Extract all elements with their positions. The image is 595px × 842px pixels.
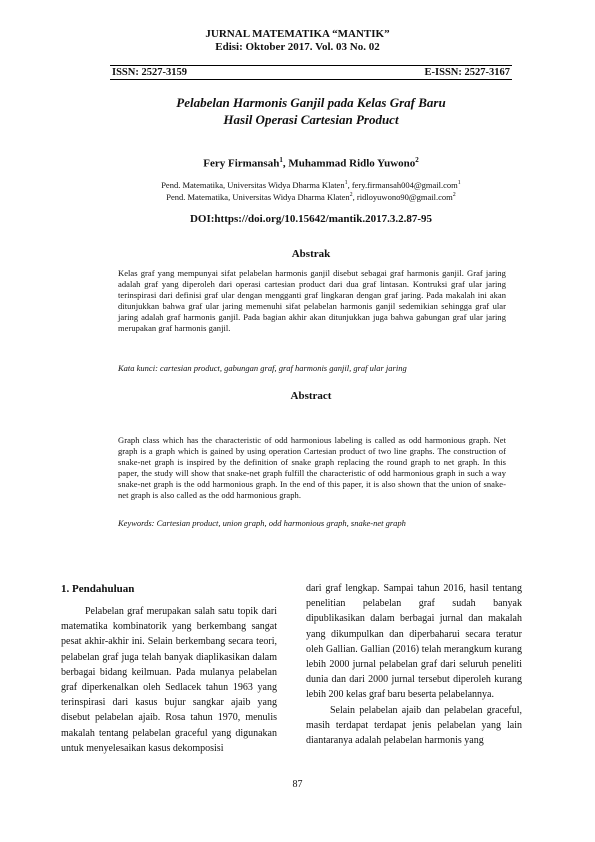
abstrak-heading: Abstrak (291, 248, 331, 260)
author-2: Muhammad Ridlo Yuwono (288, 157, 416, 170)
journal-edition: Edisi: Oktober 2017. Vol. 03 No. 02 (215, 41, 380, 53)
issn-bar (110, 65, 512, 80)
affiliation-2-email-sup: 2 (452, 192, 456, 199)
paper-title-line-2: Hasil Operasi Cartesian Product (223, 112, 399, 127)
affiliation-1-text: Pend. Matematika, Universitas Widya Dharma Klaten (161, 180, 345, 190)
affiliation-2-email[interactable]: , ridloyuwono90@gmail.com (352, 192, 453, 202)
body-paragraph: Pelabelan graf merupakan salah satu topik dari matematika kombinatorik yang berkembang sangat pesat akhir-akhir ini. Selain berkembang secara teori, pelabelan graf juga telah banyak diaplikasikan dalam berbagai bidang keilmuan. Pada mulanya pelabelan graf diperkenalkan oleh Sedlacek tahun 1963 yang terinspirasi dari kasus bujur sangkar ajaib yang disebut pelabelan ajaib. Rosa tahun 1970, menulis makalah tentang pelabelan graceful yang digunakan untuk menyelesaikan kasus dekomposisi (61, 606, 277, 754)
affiliation-1 (110, 180, 512, 190)
affiliation-1-email-sup: 1 (457, 180, 461, 187)
author-separator: , (282, 157, 289, 170)
body-paragraph: dari graf lengkap. Sampai tahun 2016, hasil tentang penelitian pelabelan graf sudah banyak dipublikasikan dalam berbagai jurnal dan makalah yang dikumpulkan dan diperbaharui secara teratur oleh Gallian. Gallian (2016) telah merangkum kurang lebih 2000 jurnal pelabelan graf dari seluruh peneliti dunia dan dari 2000 jurnal tersebut diperoleh kurang lebih 200 kelas graf baru beserta pelabelannya. (306, 583, 522, 701)
section-heading-pendahuluan: 1. Pendahuluan (61, 583, 135, 595)
body-column-left (61, 604, 277, 756)
affiliation-2-sup: 2 (349, 192, 353, 199)
author-1: Fery Firmansah (203, 157, 280, 170)
affiliation-1-email[interactable]: , fery.firmansah004@gmail.com (347, 180, 458, 190)
abstract-keywords: Keywords: Cartesian product, union graph, odd harmonious graph, snake-net graph (118, 518, 406, 528)
doi-link[interactable]: DOI:https://doi.org/10.15642/mantik.2017.3.2.87-95 (189, 213, 432, 225)
body-paragraph: Selain pelabelan ajaib dan pelabelan graceful, masih terdapat terdapat jenis pelabelan yang lain diantaranya adalah pelabelan harmonis yang (306, 704, 522, 747)
abstract-heading: Abstract (290, 390, 332, 402)
affiliation-2 (110, 192, 512, 202)
affiliation-1-sup: 1 (344, 180, 348, 187)
body-column-right (306, 581, 522, 748)
issn-print: ISSN: 2527-3159 (112, 67, 187, 78)
abstrak-text: Kelas graf yang mempunyai sifat pelabelan harmonis ganjil disebut sebagai graf harmonis ganjil. Graf jaring adalah graf yang diperoleh dari operasi cartesian product dari dua graf lintasan. Kontruksi graf ular jaring terinspirasi dari definisi graf ular dengan mengganti graf lingkaran dengan graf jaring. Pada makalah ini akan ditunjukkan bahwa graf ular jaring memenuhi sifat pelabelan harmonis ganjil sedemikian sehingga graf ular jaring adalah graf harmonis ganjil. Pada bagian akhir akan ditunjukkan juga bahwa gabungan graf ular jaring merupakan graf harmonis ganjil. (118, 268, 506, 333)
affiliation-2-text: Pend. Matematika, Universitas Widya Dharma Klaten (166, 192, 350, 202)
issn-electronic: E-ISSN: 2527-3167 (424, 67, 510, 78)
paper-title (110, 94, 512, 128)
journal-title: JURNAL MATEMATIKA “MANTIK” (205, 28, 390, 40)
abstrak-keywords: Kata kunci: cartesian product, gabungan graf, graf harmonis ganjil, graf ular jaring (118, 363, 407, 373)
author-2-sup: 2 (415, 156, 419, 164)
authors (110, 156, 512, 170)
page-number: 87 (292, 779, 303, 790)
paper-title-line-1: Pelabelan Harmonis Ganjil pada Kelas Graf Baru (176, 95, 446, 110)
author-1-sup: 1 (279, 156, 283, 164)
abstract-text: Graph class which has the characteristic of odd harmonious labeling is called as odd harmonious graph. Net graph is a graph which is gained by using operation Cartesian product of two line graphs. The construction of snake-net graph is inspired by the definition of snake graph replacing the round graph to net graph. In this paper, the study will show that snake-net graph fulfill the characteristic of odd harmonious graph in such a way snake-net graph is the odd harmonious graph. In the end of this paper, it is also shown that the union of snake-net graph is also called as the odd harmonious graph. (118, 435, 506, 500)
